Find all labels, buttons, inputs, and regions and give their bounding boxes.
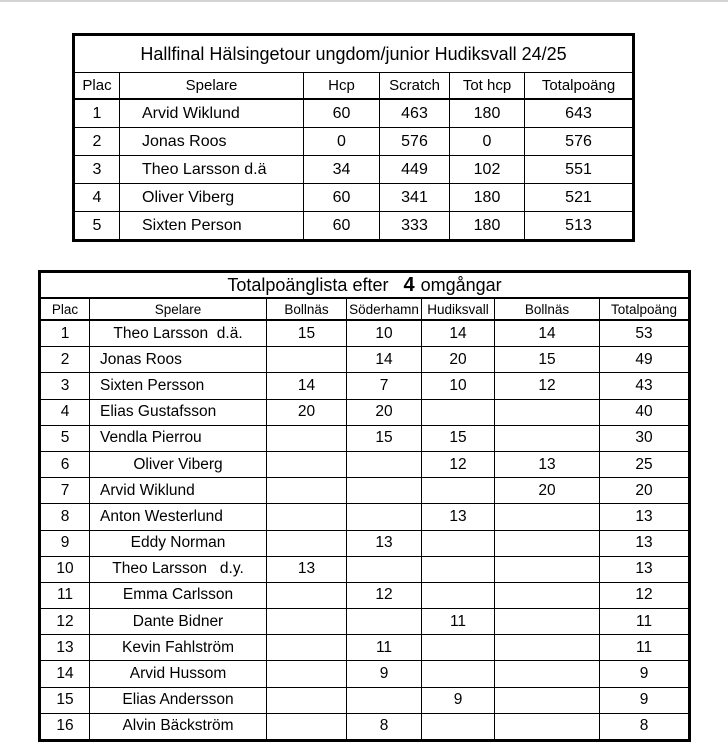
round-score-cell [422,713,495,740]
column-header: Totalpoäng [525,73,634,100]
table1-title-row [74,35,634,73]
plac-cell: 11 [40,582,90,608]
plac-cell: 3 [40,373,90,399]
round-score-cell [495,687,600,713]
scratch-cell: 449 [380,156,450,184]
round-score-cell: 9 [422,687,495,713]
plac-cell: 12 [40,609,90,635]
round-score-cell: 15 [495,347,600,373]
round-score-cell: 10 [422,373,495,399]
hcp-cell: 60 [304,184,380,212]
table2-title-row [40,272,690,299]
round-score-cell [267,347,347,373]
table-row [40,661,690,687]
total-cell: 513 [525,212,634,241]
round-score-cell [267,451,347,477]
round-score-cell: 14 [422,320,495,347]
player-name-cell: Alvin Bäckström [90,713,267,740]
round-score-cell [495,425,600,451]
table2-title-prefix: Totalpoänglista efter [227,274,389,295]
round-score-cell [495,556,600,582]
table2-header-row [40,298,690,320]
tot-hcp-cell: 180 [450,99,525,128]
player-name-cell: Elias Andersson [90,687,267,713]
round-score-cell [422,399,495,425]
total-cell: 40 [600,399,690,425]
table1-body [74,99,634,241]
table-row [40,425,690,451]
player-name-cell: Theo Larsson d.y. [90,556,267,582]
round-score-cell [267,635,347,661]
table-row [40,582,690,608]
column-header: Bollnäs [495,298,600,320]
hcp-cell: 60 [304,212,380,241]
total-cell: 43 [600,373,690,399]
column-header: Plac [74,73,120,100]
round-score-cell [267,504,347,530]
round-score-cell [495,530,600,556]
scratch-cell: 576 [380,128,450,156]
column-header: Hudiksvall [422,298,495,320]
plac-cell: 4 [74,184,120,212]
player-name-cell: Arvid Wiklund [90,478,267,504]
round-score-cell [267,609,347,635]
player-name-cell: Arvid Hussom [90,661,267,687]
round-score-cell [347,451,422,477]
round-score-cell: 14 [267,373,347,399]
total-cell: 13 [600,556,690,582]
column-header: Hcp [304,73,380,100]
tot-hcp-cell: 180 [450,184,525,212]
plac-cell: 2 [40,347,90,373]
table-row [40,609,690,635]
round-score-cell [267,661,347,687]
player-name-cell: Oliver Viberg [120,184,304,212]
round-score-cell: 13 [422,504,495,530]
round-score-cell: 20 [347,399,422,425]
scratch-cell: 341 [380,184,450,212]
player-name-cell: Theo Larsson d.ä [120,156,304,184]
plac-cell: 6 [40,451,90,477]
table-row [74,99,634,128]
round-score-cell [422,478,495,504]
round-score-cell: 20 [422,347,495,373]
total-cell: 11 [600,635,690,661]
table-row [74,156,634,184]
plac-cell: 2 [74,128,120,156]
player-name-cell: Theo Larsson d.ä. [90,320,267,347]
round-score-cell [267,425,347,451]
table-row [40,399,690,425]
table1-header-row [74,73,634,100]
column-header: Spelare [90,298,267,320]
table-row [74,128,634,156]
total-cell: 11 [600,609,690,635]
round-score-cell: 12 [422,451,495,477]
table-row [74,212,634,241]
table2-body [40,320,690,741]
round-score-cell: 15 [422,425,495,451]
total-cell: 25 [600,451,690,477]
total-cell: 576 [525,128,634,156]
scratch-cell: 463 [380,99,450,128]
total-cell: 30 [600,425,690,451]
round-score-cell: 13 [267,556,347,582]
round-score-cell: 11 [422,609,495,635]
round-score-cell: 13 [495,451,600,477]
round-score-cell [347,556,422,582]
hcp-cell: 0 [304,128,380,156]
plac-cell: 4 [40,399,90,425]
table-row [40,320,690,347]
round-score-cell [422,635,495,661]
tot-hcp-cell: 180 [450,212,525,241]
player-name-cell: Jonas Roos [90,347,267,373]
round-score-cell [422,582,495,608]
round-score-cell [347,504,422,530]
tot-hcp-cell: 102 [450,156,525,184]
round-score-cell [267,582,347,608]
standings-table [38,270,691,742]
total-cell: 13 [600,504,690,530]
player-name-cell: Arvid Wiklund [120,99,304,128]
plac-cell: 1 [40,320,90,347]
round-score-cell [495,609,600,635]
round-score-cell [495,713,600,740]
player-name-cell: Oliver Viberg [90,451,267,477]
player-name-cell: Anton Westerlund [90,504,267,530]
rounds-count: 4 [403,273,415,296]
player-name-cell: Vendla Pierrou [90,425,267,451]
round-score-cell: 20 [495,478,600,504]
total-cell: 53 [600,320,690,347]
plac-cell: 3 [74,156,120,184]
table-row [40,478,690,504]
round-score-cell: 10 [347,320,422,347]
column-header: Totalpoäng [600,298,690,320]
column-header: Bollnäs [267,298,347,320]
tot-hcp-cell: 0 [450,128,525,156]
player-name-cell: Emma Carlsson [90,582,267,608]
round-score-cell [495,661,600,687]
player-name-cell: Sixten Person [120,212,304,241]
round-score-cell [495,582,600,608]
table-row [40,504,690,530]
table-row [40,556,690,582]
player-name-cell: Kevin Fahlström [90,635,267,661]
table-row [40,635,690,661]
round-score-cell [495,399,600,425]
table-row [40,713,690,740]
round-score-cell [347,478,422,504]
player-name-cell: Dante Bidner [90,609,267,635]
round-score-cell [495,635,600,661]
plac-cell: 13 [40,635,90,661]
round-score-cell: 11 [347,635,422,661]
round-score-cell: 8 [347,713,422,740]
total-cell: 551 [525,156,634,184]
column-header: Söderhamn [347,298,422,320]
plac-cell: 15 [40,687,90,713]
total-cell: 20 [600,478,690,504]
plac-cell: 16 [40,713,90,740]
plac-cell: 14 [40,661,90,687]
plac-cell: 1 [74,99,120,128]
table2-title-suffix: omgångar [420,274,502,295]
plac-cell: 10 [40,556,90,582]
round-score-cell: 14 [347,347,422,373]
round-score-cell [422,556,495,582]
round-score-cell [422,530,495,556]
round-score-cell [267,478,347,504]
total-cell: 9 [600,687,690,713]
column-header: Plac [40,298,90,320]
round-score-cell [495,504,600,530]
hallfinal-results-table [72,33,635,242]
player-name-cell: Eddy Norman [90,530,267,556]
table-row [40,687,690,713]
round-score-cell [267,687,347,713]
round-score-cell [347,609,422,635]
scratch-cell: 333 [380,212,450,241]
round-score-cell [347,687,422,713]
total-cell: 9 [600,661,690,687]
plac-cell: 5 [40,425,90,451]
table1-title: Hallfinal Hälsingetour ungdom/junior Hudiksvall 24/25 [74,35,634,73]
plac-cell: 9 [40,530,90,556]
total-cell: 8 [600,713,690,740]
round-score-cell: 14 [495,320,600,347]
round-score-cell: 15 [347,425,422,451]
plac-cell: 7 [40,478,90,504]
round-score-cell: 15 [267,320,347,347]
round-score-cell: 7 [347,373,422,399]
player-name-cell: Sixten Persson [90,373,267,399]
round-score-cell: 20 [267,399,347,425]
column-header: Tot hcp [450,73,525,100]
table-row [40,373,690,399]
total-cell: 521 [525,184,634,212]
column-header: Scratch [380,73,450,100]
total-cell: 49 [600,347,690,373]
round-score-cell [422,661,495,687]
plac-cell: 5 [74,212,120,241]
player-name-cell: Jonas Roos [120,128,304,156]
table-row [74,184,634,212]
hcp-cell: 34 [304,156,380,184]
column-header: Spelare [120,73,304,100]
plac-cell: 8 [40,504,90,530]
round-score-cell: 13 [347,530,422,556]
hcp-cell: 60 [304,99,380,128]
table-row [40,451,690,477]
round-score-cell [267,530,347,556]
round-score-cell: 12 [495,373,600,399]
round-score-cell [267,713,347,740]
round-score-cell: 9 [347,661,422,687]
round-score-cell: 12 [347,582,422,608]
table2-title [40,272,690,299]
table-row [40,347,690,373]
player-name-cell: Elias Gustafsson [90,399,267,425]
total-cell: 643 [525,99,634,128]
table-row [40,530,690,556]
total-cell: 13 [600,530,690,556]
total-cell: 12 [600,582,690,608]
